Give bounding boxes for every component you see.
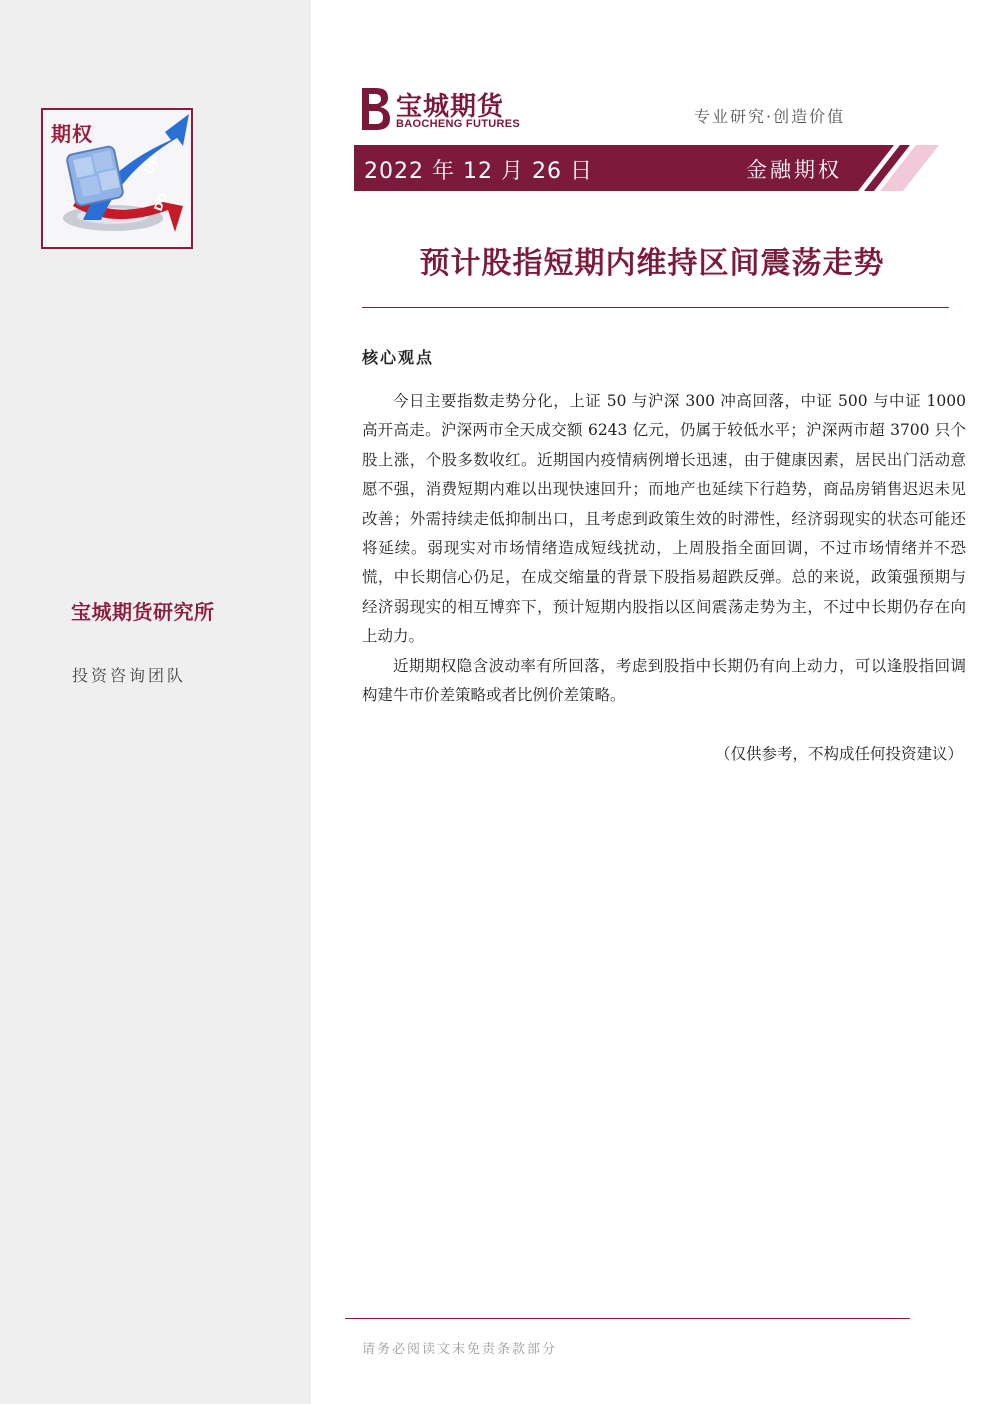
- sidebar-org-name: 宝城期货研究所: [71, 600, 215, 624]
- slogan: 专业研究·创造价值: [694, 107, 846, 126]
- logo-text-en: BAOCHENG FUTURES: [396, 118, 520, 130]
- body-text: [362, 387, 966, 710]
- body-paragraph: 今日主要指数走势分化，上证 50 与沪深 300 冲高回落，中证 500 与中证 1000 高开高走。沪深两市全天成交额 6243 亿元，仍属于较低水平；沪深两市超 3700 只个股上涨，个股多数收红。近期国内疫情病例增长迅速，由于健康因素，居民出门活动意愿不强，消费短期内难以出现快速回升；而地产也延续下行趋势，商品房销售迟迟未见改善；外需持续走低抑制出口，且考虑到政策生效的时滞性，经济弱现实的状态可能还将延续。弱现实对市场情绪造成短线扰动，上周股指全面回调，不过市场情绪并不恐慌，中长期信心仍足，在成交缩量的背景下股指易超跌反弹。总的来说，政策强预期与经济弱现实的相互博弈下，预计短期内股指以区间震荡走势为主，不过中长期仍存在向上动力。: [362, 392, 966, 646]
- sidebar: [0, 0, 311, 1404]
- page-title: 预计股指短期内维持区间震荡走势: [419, 246, 885, 281]
- sidebar-team-name: 投资咨询团队: [72, 666, 187, 685]
- company-logo: [356, 84, 536, 134]
- title-divider: [362, 307, 949, 308]
- cover-tag: 期权: [51, 122, 93, 146]
- logo-text-cn: 宝城期货: [396, 92, 505, 122]
- footer-divider: [345, 1318, 910, 1319]
- disclaimer: （仅供参考，不构成任何投资建议）: [714, 745, 963, 763]
- cover-image: [41, 108, 193, 249]
- report-date: 2022 年 12 月 26 日: [364, 159, 593, 184]
- date-banner: [354, 145, 939, 191]
- report-category: 金融期权: [746, 158, 842, 182]
- body-paragraph: 近期期权隐含波动率有所回落，考虑到股指中长期仍有向上动力，可以逢股指回调构建牛市价差策略或者比例价差策略。: [362, 656, 966, 705]
- footer-note: 请务必阅读文末免责条款部分: [362, 1342, 558, 1357]
- logo-mark-icon: [356, 84, 394, 132]
- section-heading: 核心观点: [362, 348, 435, 367]
- cover-arrow-up-label: UP: [141, 153, 165, 178]
- cover-arrow-down-label: DO: [151, 191, 171, 214]
